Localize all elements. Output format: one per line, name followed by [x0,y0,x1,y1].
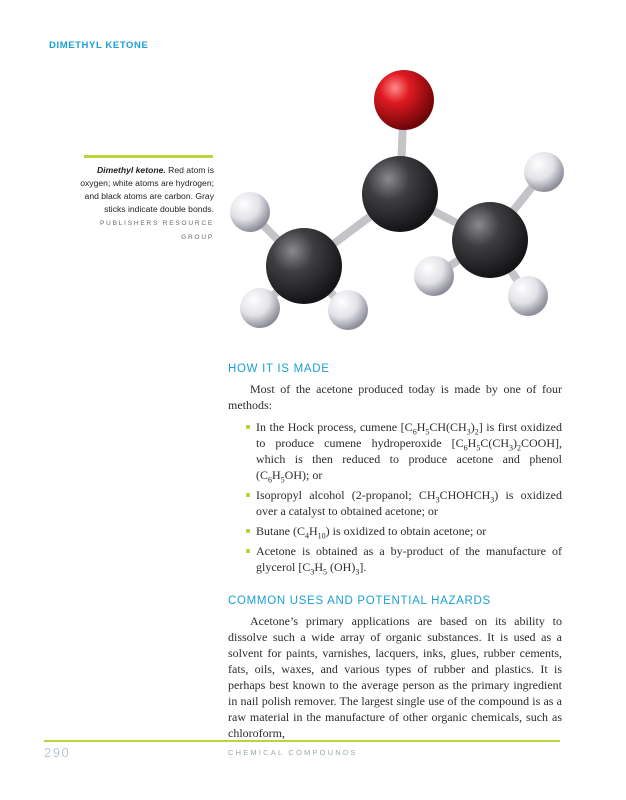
carbon-atom-left [266,228,342,304]
section-heading-uses-hazards: COMMON USES AND POTENTIAL HAZARDS [228,595,491,607]
bullet-marker [246,425,250,429]
bullet-marker [246,549,250,553]
caption-title: Dimethyl ketone. [96,165,166,175]
carbon-atom-central [362,156,438,232]
section-uses-hazards [228,595,562,741]
method-item: Acetone is obtained as a by-product of the manufacture of glycerol [$C_3H_5$ $(OH)_3$]. [228,543,562,575]
hydrogen-atom [230,192,270,232]
caption-credit: PUBLISHERS RESOURCE GROUP [99,220,214,241]
method-item: Isopropyl alcohol (2-propanol; $CH_3CHOHCH_3$) is oxidized over a catalyst to obtained acetone; or [228,487,562,519]
bullet-marker [246,493,250,497]
caption-rule [84,155,213,158]
method-item: In the Hock process, cumene $[C_6H_5CH(CH_3)_2]$ is first oxidized to produce cumene hydroperoxide $[C_6H_5C(CH_3)_2COOH]$, which is then reduced to produce acetone and phenol $(C_6H_5OH)$; or [228,419,562,483]
running-head: DIMETHYL KETONE [49,40,149,51]
section-intro: Most of the acetone produced today is made by one of four methods: [228,382,562,412]
footer-rule [44,740,560,742]
molecule-illustration [212,70,572,350]
section-body: Acetone’s primary applications are based on its ability to dissolve such a wide array of organic substances. It is used as a solvent for paints, varnishes, lacquers, inks, glues, rubber cements, fats, oils, waxes, and various types of rubber and plastics. It is perhaps best known to the average person as the primary ingredient in nail polish remover. The largest single use of the compound is as a raw material in the manufacture of other organic chemicals, such as chloroform, [228,614,562,740]
hydrogen-atom [414,256,454,296]
hydrogen-atom [240,288,280,328]
hydrogen-atom [524,152,564,192]
page-number: 290 [44,745,71,760]
oxygen-atom [374,70,434,130]
carbon-atom-right [452,202,528,278]
figure-caption [80,164,214,244]
main-content [228,363,562,741]
book-title: CHEMICAL COMPOUNDS [228,748,358,757]
bullet-marker [246,529,250,533]
method-item: Butane $(C_4H_{10})$ is oxidized to obtain acetone; or [228,523,562,539]
method-list [228,419,562,575]
section-heading-how-made: HOW IT IS MADE [228,363,330,375]
hydrogen-atom [508,276,548,316]
caption-body: Red atom is oxygen; white atoms are hydrogen; and black atoms are carbon. Gray sticks indicate double bonds. [80,165,214,214]
hydrogen-atom [328,290,368,330]
